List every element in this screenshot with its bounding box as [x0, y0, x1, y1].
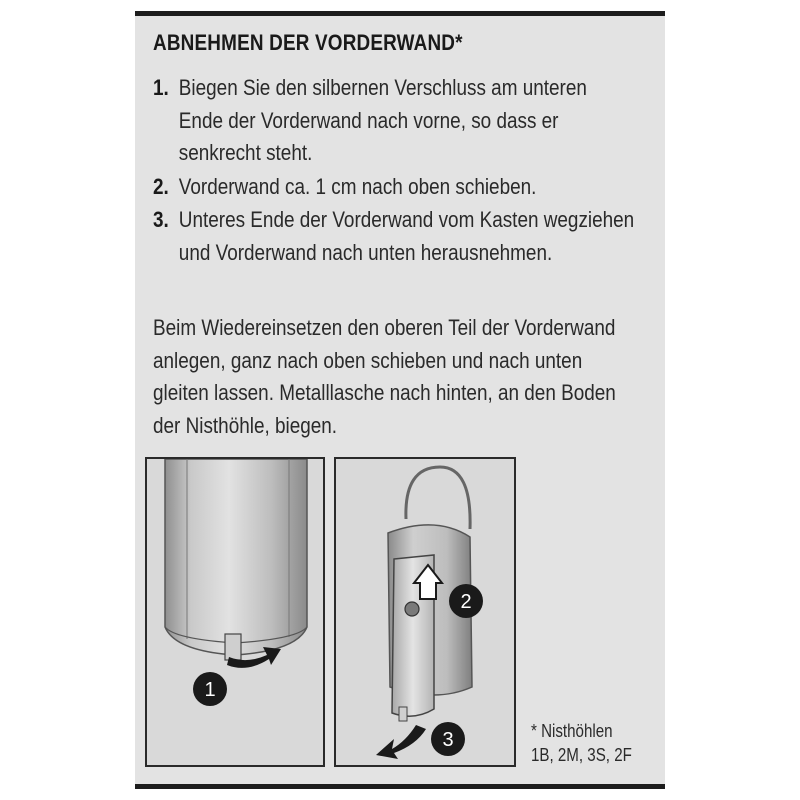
step-item: [153, 72, 635, 170]
step-text: Vorderwand ca. 1 cm nach oben schieben.: [178, 173, 537, 199]
figure-remove-front-illustration: [336, 459, 514, 765]
footnote: [531, 719, 632, 767]
footnote-line-1: * Nisthöhlen: [531, 721, 613, 741]
figure-bend-latch-illustration: [147, 459, 323, 765]
latch-tab: [399, 707, 407, 721]
bottom-rule: [135, 784, 665, 789]
step-text: Biegen Sie den silbernen Verschluss am unteren Ende der Vorderwand nach vorne, so dass er senkrecht steht.: [178, 75, 587, 165]
step-item: [153, 171, 635, 204]
step-number: 3.: [153, 207, 169, 232]
steps-list: [153, 72, 635, 270]
figure-remove-front: [334, 457, 516, 767]
step-badge-1-label: 1: [204, 679, 216, 701]
step-badge-3-label: 3: [442, 729, 454, 751]
reinsert-note: Beim Wiedereinsetzen den oberen Teil der Vorderwand anlegen, ganz nach oben schieben und nach unten gleiten lassen. Metalllasche nach hinten, an den Boden der Nisthöhle, biegen.: [153, 315, 616, 438]
latch-tab: [225, 634, 241, 660]
figure-bend-latch: [145, 457, 325, 767]
step-number: 1.: [153, 75, 169, 100]
step-number: 2.: [153, 173, 169, 199]
step-badge-2-label: 2: [460, 591, 472, 613]
page-title: ABNEHMEN DER VORDERWAND*: [153, 30, 463, 55]
step-text: Unteres Ende der Vorderwand vom Kasten wegziehen und Vorderwand nach unten herausnehmen.: [178, 207, 635, 265]
step-item: [153, 204, 635, 269]
top-rule: [135, 11, 665, 16]
footnote-line-2: 1B, 2M, 3S, 2F: [531, 745, 632, 765]
front-wall-hole: [405, 602, 419, 616]
